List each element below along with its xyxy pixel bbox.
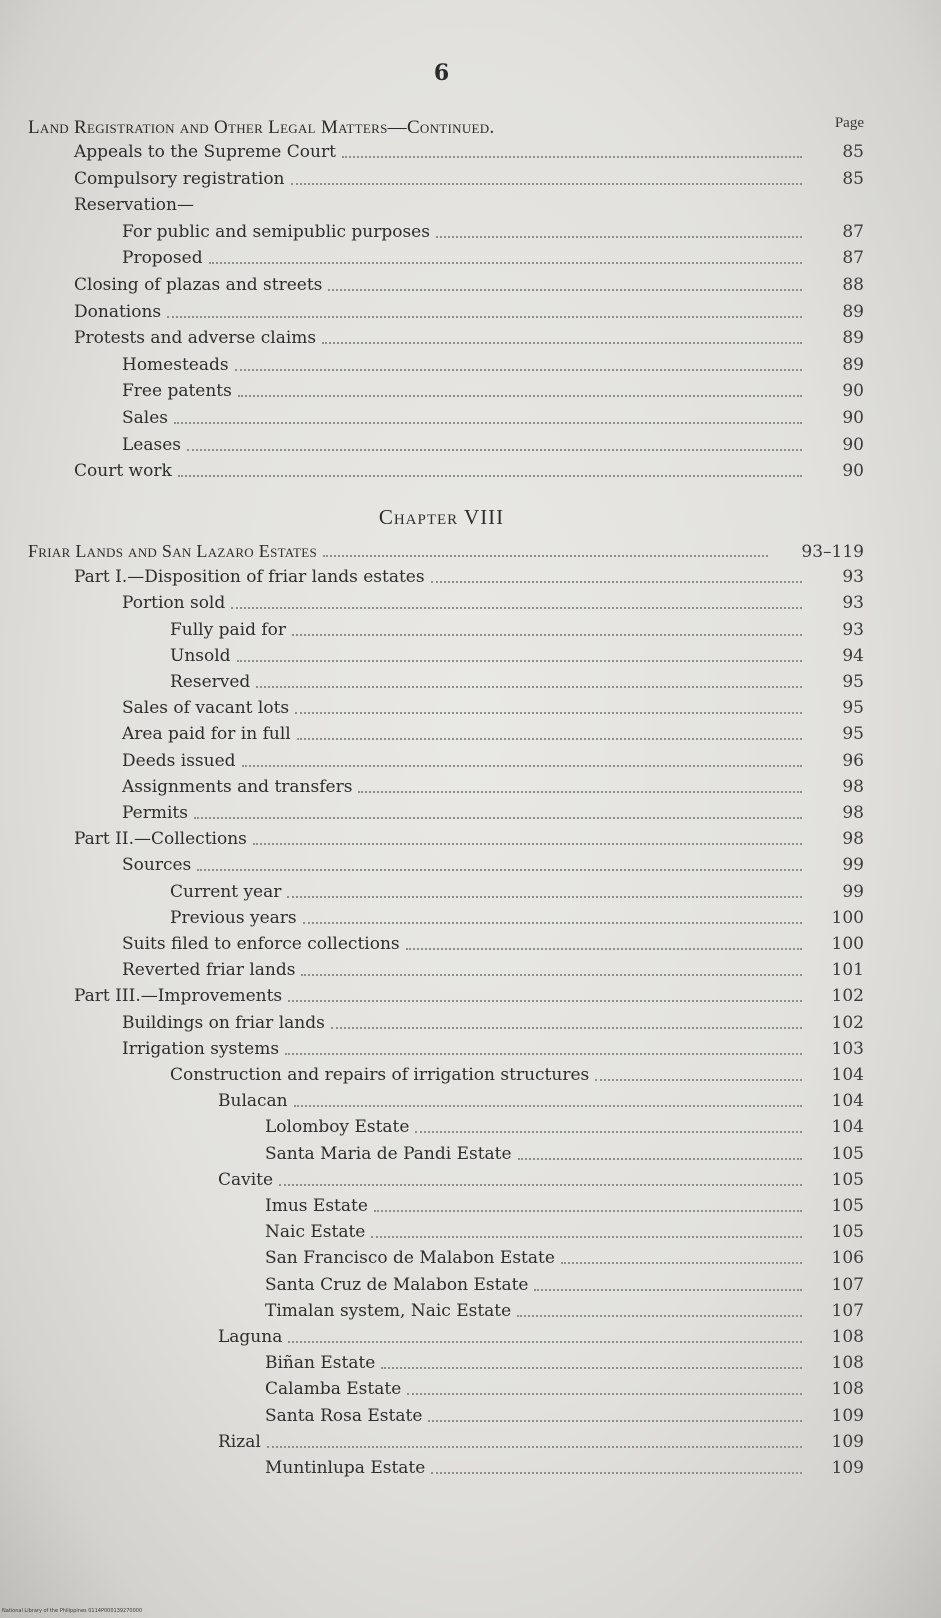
toc-entry: [265, 1298, 864, 1324]
toc-entry-title: Portion sold: [122, 593, 226, 614]
dot-leader: [322, 342, 802, 344]
toc-entry-page: 104: [831, 1117, 864, 1138]
toc-entry-title: Calamba Estate: [265, 1379, 402, 1400]
toc-entry-page: 89: [842, 354, 864, 375]
dot-leader: [406, 948, 802, 950]
toc-entry: [122, 800, 864, 826]
toc-entry-title: Part I.—Disposition of friar lands estates: [74, 567, 425, 588]
dot-leader: [238, 395, 802, 397]
toc-entry-page: 87: [842, 248, 864, 269]
toc-entry-title: Assignments and transfers: [122, 776, 353, 797]
toc-entry-title: Muntinlupa Estate: [265, 1458, 426, 1478]
toc-entry: [265, 1403, 864, 1429]
toc-entry: [74, 564, 864, 590]
toc-entry: [218, 1324, 864, 1350]
toc-entry: [122, 432, 864, 458]
toc-entry-page: 93: [842, 593, 864, 614]
toc-entry: [74, 325, 864, 351]
toc-entry: [122, 695, 864, 721]
toc-entry: [170, 669, 864, 695]
page-column-label: Page: [834, 115, 864, 131]
dot-leader: [187, 449, 802, 451]
toc-entry-page: 105: [831, 1196, 864, 1216]
toc-entry-page: 101: [831, 960, 864, 981]
dot-leader: [595, 1079, 802, 1081]
toc-entry: [122, 852, 864, 878]
toc-entry-title: Area paid for in full: [122, 724, 291, 745]
toc-entry-title: Unsold: [170, 645, 231, 666]
toc-entry-title: Bulacan: [218, 1091, 288, 1112]
toc-entry: [28, 538, 864, 564]
toc-entry-page: 100: [831, 907, 864, 928]
toc-entry: [218, 1088, 864, 1114]
dot-leader: [297, 738, 802, 740]
toc-entry: [74, 166, 864, 192]
toc-entry-page: 108: [831, 1353, 864, 1374]
toc-entry-title: Permits: [122, 803, 188, 823]
toc-entry-page: 87: [842, 221, 864, 242]
dot-leader: [415, 1131, 802, 1133]
toc-entry-title: Proposed: [122, 248, 203, 269]
toc-entry-title: Reverted friar lands: [122, 960, 296, 981]
dot-leader: [301, 974, 802, 976]
dot-leader: [242, 765, 802, 767]
toc-entry: [74, 983, 864, 1009]
toc-entry-title: Buildings on friar lands: [122, 1012, 325, 1033]
toc-entry-title: Rizal: [218, 1431, 261, 1452]
dot-leader: [267, 1446, 802, 1448]
toc-entry-title: Reservation—: [74, 195, 194, 216]
toc-entry: [122, 590, 864, 616]
toc-entry: [122, 931, 864, 957]
toc-entry-title: Irrigation systems: [122, 1038, 280, 1059]
toc-entry-page: 93–119: [801, 542, 864, 562]
toc-entry-page: 98: [842, 776, 864, 797]
dot-leader: [323, 555, 768, 557]
toc-entry: [170, 879, 864, 905]
toc-entry-title: Imus Estate: [265, 1196, 368, 1216]
toc-entry-title: Donations: [74, 301, 162, 322]
toc-entry-page: 99: [842, 855, 864, 876]
toc-entry-title: San Francisco de Malabon Estate: [265, 1248, 555, 1269]
toc-entry-title: Part III.—Improvements: [74, 986, 283, 1007]
dot-leader: [374, 1210, 802, 1212]
dot-leader: [342, 156, 802, 158]
footer-credit: National Library of the Philippines 0114P000139270000: [2, 1608, 143, 1614]
toc-entry-title: Appeals to the Supreme Court: [74, 142, 336, 162]
toc-entry-page: 89: [842, 328, 864, 349]
dot-leader: [285, 1053, 802, 1055]
toc-entry: [170, 643, 864, 669]
toc-entry: [265, 1376, 864, 1402]
toc-entry-page: 93: [842, 567, 864, 588]
dot-leader: [303, 922, 802, 924]
toc-entry: [74, 299, 864, 325]
toc-entry: [122, 352, 864, 378]
dot-leader: [358, 791, 802, 793]
toc-entry-title: Cavite: [218, 1169, 274, 1190]
toc-entry-page: 94: [842, 645, 864, 666]
toc-entry: [122, 245, 864, 271]
toc-entry-title: Previous years: [170, 907, 297, 928]
toc-entry: [122, 748, 864, 774]
dot-leader: [517, 1315, 802, 1317]
toc-entry: [74, 458, 864, 484]
toc-entry: [170, 1062, 864, 1088]
toc-entry-page: 90: [842, 381, 864, 402]
toc-entry: [122, 219, 864, 245]
toc-entry-title: Deeds issued: [122, 750, 236, 771]
toc-entry-page: 98: [842, 829, 864, 850]
toc-entry: [265, 1272, 864, 1298]
section-title: Land Registration and Other Legal Matters—Continued.: [28, 117, 495, 138]
toc-entry-page: 107: [831, 1274, 864, 1295]
dot-leader: [331, 1027, 802, 1029]
toc-entry: [122, 378, 864, 404]
chapter-heading: Chapter VIII: [378, 505, 505, 529]
toc-entry-title: Lolomboy Estate: [265, 1117, 410, 1138]
dot-leader: [279, 1184, 802, 1186]
toc-entry: [122, 1010, 864, 1036]
toc-entry: [74, 192, 864, 218]
toc-entry-title: Reserved: [170, 672, 251, 692]
dot-leader: [209, 262, 802, 264]
toc-entry: [74, 826, 864, 852]
toc-entry-page: 90: [842, 461, 864, 482]
toc-entry: [122, 774, 864, 800]
toc-entry-page: 104: [831, 1065, 864, 1085]
dot-leader: [407, 1393, 802, 1395]
toc-entry: [170, 617, 864, 643]
toc-entry-title: Santa Rosa Estate: [265, 1405, 423, 1426]
toc-entry-page: 90: [842, 434, 864, 455]
toc-entry-title: For public and semipublic purposes: [122, 221, 430, 242]
toc-entry-page: 109: [831, 1405, 864, 1426]
toc-entry-title: Laguna: [218, 1327, 283, 1347]
dot-leader: [235, 369, 802, 371]
toc-entry: [122, 957, 864, 983]
dot-leader: [287, 896, 802, 898]
toc-entry-title: Biñan Estate: [265, 1353, 376, 1374]
toc-entry: [265, 1141, 864, 1167]
dot-leader: [291, 183, 803, 185]
dot-leader: [253, 843, 802, 845]
toc-entry-title: Friar Lands and San Lazaro Estates: [28, 541, 318, 561]
toc-entry-title: Timalan system, Naic Estate: [265, 1300, 512, 1321]
toc-entry-title: Leases: [122, 434, 181, 455]
toc-entry: [265, 1245, 864, 1271]
toc-entry-page: 109: [831, 1458, 864, 1478]
toc-entry-page: 90: [842, 408, 864, 428]
toc-entry: [265, 1455, 864, 1481]
toc-entry-title: Protests and adverse claims: [74, 328, 317, 349]
toc-entry-page: 108: [831, 1379, 864, 1400]
dot-leader: [231, 607, 802, 609]
dot-leader: [256, 686, 802, 688]
dot-leader: [381, 1367, 802, 1369]
dot-leader: [167, 316, 802, 318]
toc-entry-page: 107: [831, 1300, 864, 1321]
toc-entry: [122, 721, 864, 747]
toc-entry-title: Santa Cruz de Malabon Estate: [265, 1274, 529, 1295]
toc-entry-title: Sources: [122, 855, 192, 876]
toc-entry-page: 95: [842, 724, 864, 745]
dot-leader: [288, 1000, 802, 1002]
dot-leader: [178, 475, 802, 477]
toc-entry-page: 100: [831, 934, 864, 954]
toc-entry-page: 85: [842, 168, 864, 189]
toc-entry: [265, 1114, 864, 1140]
dot-leader: [518, 1158, 802, 1160]
dot-leader: [328, 289, 802, 291]
toc-entry-title: Court work: [74, 461, 172, 482]
toc-entry-page: 89: [842, 301, 864, 322]
dot-leader: [534, 1289, 802, 1291]
dot-leader: [237, 660, 802, 662]
toc-entry-page: 105: [831, 1222, 864, 1243]
toc-entry-page: 88: [842, 275, 864, 295]
toc-entry-page: 102: [831, 986, 864, 1007]
dot-leader: [294, 1105, 802, 1107]
toc-entry-title: Part II.—Collections: [74, 829, 247, 850]
dot-leader: [371, 1236, 802, 1238]
toc-entry-title: Sales: [122, 408, 169, 428]
toc-entry-page: 108: [831, 1327, 864, 1347]
toc-entry-page: 85: [842, 142, 864, 162]
dot-leader: [295, 712, 802, 714]
toc-entry: [122, 405, 864, 431]
toc-entry-title: Suits filed to enforce collections: [122, 934, 400, 954]
toc-entry-page: 105: [831, 1169, 864, 1190]
toc-entry-title: Current year: [170, 881, 282, 902]
dot-leader: [428, 1420, 802, 1422]
toc-entry-page: 95: [842, 672, 864, 692]
toc-entry: [122, 1036, 864, 1062]
toc-entry-page: 104: [831, 1091, 864, 1112]
page-number: 6: [433, 60, 450, 86]
toc-entry-page: 98: [842, 803, 864, 823]
toc-entry: [218, 1167, 864, 1193]
toc-entry-title: Sales of vacant lots: [122, 698, 290, 719]
dot-leader: [436, 236, 802, 238]
toc-entry-title: Compulsory registration: [74, 168, 285, 189]
toc-entry-title: Homesteads: [122, 354, 229, 375]
dot-leader: [174, 422, 802, 424]
dot-leader: [561, 1262, 802, 1264]
toc-entry-page: 103: [831, 1038, 864, 1059]
toc-entry-title: Naic Estate: [265, 1222, 366, 1243]
toc-entry: [74, 272, 864, 298]
toc-entry-page: 99: [842, 881, 864, 902]
dot-leader: [197, 869, 802, 871]
toc-entry-title: Closing of plazas and streets: [74, 275, 323, 295]
toc-entry: [74, 139, 864, 165]
dot-leader: [288, 1341, 802, 1343]
toc-entry: [170, 905, 864, 931]
dot-leader: [194, 817, 802, 819]
toc-entry: [265, 1350, 864, 1376]
toc-entry: [265, 1219, 864, 1245]
toc-entry: [218, 1429, 864, 1455]
toc-entry-page: 105: [831, 1143, 864, 1164]
toc-entry-page: 109: [831, 1431, 864, 1452]
dot-leader: [292, 634, 802, 636]
toc-entry-page: 106: [831, 1248, 864, 1269]
toc-entry: [265, 1193, 864, 1219]
toc-entry-page: 96: [842, 750, 864, 771]
dot-leader: [431, 581, 802, 583]
toc-entry-title: Fully paid for: [170, 619, 287, 640]
toc-entry-title: Construction and repairs of irrigation structures: [170, 1065, 590, 1085]
toc-entry-page: 93: [842, 619, 864, 640]
dot-leader: [431, 1472, 802, 1474]
toc-entry-page: 102: [831, 1012, 864, 1033]
toc-entry-title: Free patents: [122, 381, 232, 402]
toc-entry-page: 95: [842, 698, 864, 719]
toc-entry-title: Santa Maria de Pandi Estate: [265, 1143, 512, 1164]
